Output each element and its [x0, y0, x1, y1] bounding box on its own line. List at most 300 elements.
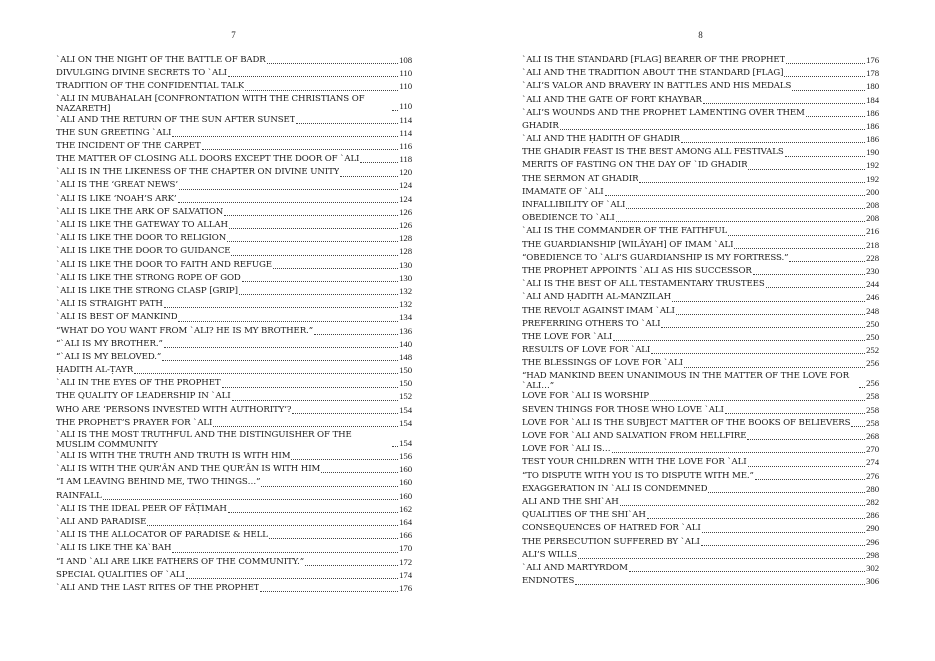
toc-entry-title: “I AND `ALI ARE LIKE FATHERS OF THE COMMUNITY.” — [56, 556, 305, 567]
toc-entry-page: 120 — [399, 167, 412, 178]
dot-leader — [748, 466, 866, 467]
toc-entry-title: `ALI IN MUBÂHALAH [CONFRONTATION WITH THE CHRISTIANS OF NAZARETH] — [56, 93, 365, 114]
toc-entry-page: 132 — [399, 285, 412, 296]
toc-entry — [56, 325, 412, 338]
toc-entry — [56, 338, 412, 351]
toc-entry — [56, 285, 412, 298]
toc-entry-title: `ALI’S VALOR AND BRAVERY IN BATTLES AND HIS MEDALS — [522, 81, 792, 92]
toc-entry-title: ALI AND THE SHI`AH — [522, 496, 619, 507]
toc-entry-page: 244 — [866, 279, 879, 290]
toc-entry — [56, 219, 412, 232]
toc-entry-page: 250 — [866, 331, 879, 342]
toc-entry-title: RESULTS OF LOVE FOR `ALI — [522, 345, 651, 356]
dot-leader — [340, 176, 398, 177]
toc-entry-title: TEST YOUR CHILDREN WITH THE LOVE FOR `ALI — [522, 457, 747, 468]
toc-entry-title: WHO ARE ‘PERSONS INVESTED WITH AUTHORITY’? — [56, 404, 292, 415]
toc-entry — [522, 305, 879, 318]
toc-entry — [56, 364, 412, 377]
toc-entry-title: `ALI IS LIKE THE STRONG ROPE OF GOD — [56, 272, 241, 283]
dot-leader — [728, 235, 865, 236]
toc-entry — [56, 516, 412, 529]
toc-entry-title: GHADIR — [522, 120, 559, 131]
dot-leader — [672, 301, 865, 302]
toc-entry-title: `ALI IS WITH THE TRUTH AND TRUTH IS WITH HIM — [56, 451, 291, 462]
toc-entry-title: ALI’S WILLS — [522, 549, 578, 560]
toc-entry — [56, 193, 412, 206]
toc-entry-title: `ALI’S WOUNDS AND THE PROPHET LAMENTING OVER THEM — [522, 107, 805, 118]
dot-leader — [851, 426, 865, 427]
toc-entry — [56, 153, 412, 166]
toc-entry — [56, 166, 412, 179]
dot-leader — [305, 565, 398, 566]
toc-entry-title: THE PERSECUTION SUFFERED BY `ALI — [522, 536, 700, 547]
toc-entry-page: 126 — [399, 220, 412, 231]
toc-entry-title: EXAGGERATION IN `ALI IS CONDEMNED — [522, 483, 708, 494]
toc-entry-title: “WHAT DO YOU WANT FROM `ALI? HE IS MY BROTHER.” — [56, 325, 314, 336]
toc-entry-page: 172 — [399, 556, 412, 567]
toc-entry — [56, 450, 412, 463]
dot-leader — [292, 413, 398, 414]
toc-entry — [56, 391, 412, 404]
dot-leader — [789, 261, 865, 262]
toc-entry-title: THE LOVE FOR `ALI — [522, 331, 613, 342]
dot-leader — [647, 518, 865, 519]
toc-entry-page: 166 — [399, 530, 412, 541]
toc-entry-title: “OBEDIENCE TO `ALI’S GUARDIANSHIP IS MY FORTRESS.” — [522, 252, 789, 263]
toc-entry-title: “TO DISPUTE WITH YOU IS TO DISPUTE WITH ME.” — [522, 470, 754, 481]
toc-entry-page: 128 — [399, 246, 412, 257]
toc-entry-page: 178 — [866, 68, 879, 79]
toc-entry-title: LOVE FOR `ALI IS WORSHIP — [522, 391, 649, 402]
toc-entry-page: 136 — [399, 325, 412, 336]
dot-leader — [613, 340, 865, 341]
dot-leader — [684, 367, 865, 368]
toc-entry-title: INFALLIBILITY OF `ALI — [522, 200, 626, 211]
page-number: 7 — [231, 30, 236, 40]
toc-entry — [56, 476, 412, 489]
toc-entry-title: THE GUARDIANSHIP [WILÂYAH] OF IMAM `ALI — [522, 239, 734, 250]
dot-leader — [708, 492, 865, 493]
dot-leader — [269, 538, 398, 539]
toc-entry-title: `ALI IS LIKE THE DOOR TO FAITH AND REFUGE — [56, 259, 272, 270]
toc-entry — [56, 114, 412, 127]
dot-leader — [626, 208, 865, 209]
dot-leader — [701, 545, 865, 546]
dot-leader — [245, 90, 398, 91]
dot-leader — [296, 123, 398, 124]
dot-leader — [785, 156, 865, 157]
toc-entry — [56, 67, 412, 80]
toc-entry-page: 208 — [866, 213, 879, 224]
dot-leader — [806, 116, 865, 117]
dot-leader — [239, 294, 398, 295]
toc-entry-page: 186 — [866, 107, 879, 118]
toc-entry — [522, 318, 879, 331]
toc-entry — [522, 357, 879, 370]
toc-entry-page: 256 — [866, 378, 879, 389]
toc-entry-page: 258 — [866, 417, 879, 428]
toc-entry-title: `ALI IS THE IDEAL PEER OF FÂṬIMAH — [56, 503, 227, 514]
toc-entry-page: 258 — [866, 404, 879, 415]
dot-leader — [261, 486, 398, 487]
toc-entry — [522, 120, 879, 133]
toc-entry-page: 124 — [399, 193, 412, 204]
dot-leader — [202, 149, 399, 150]
toc-entry-page: 114 — [399, 114, 412, 125]
toc-entry-title: `ALI AND ḤADITH AL-MANZILAH — [522, 292, 672, 303]
toc-entry — [522, 94, 879, 107]
page-number: 8 — [698, 30, 703, 40]
toc-entry-page: 130 — [399, 259, 412, 270]
toc-entry-page: 130 — [399, 272, 412, 283]
toc-entry-page: 280 — [866, 483, 879, 494]
toc-entry-title: DIVULGING DIVINE SECRETS TO `ALI — [56, 68, 227, 79]
toc-entry-title: THE PROPHET APPOINTS `ALI AS HIS SUCCESSOR — [522, 265, 752, 276]
toc-entry — [56, 272, 412, 285]
dot-leader — [748, 169, 865, 170]
toc-entry — [522, 107, 879, 120]
toc-entry-title: THE INCIDENT OF THE CARPET — [56, 140, 201, 151]
dot-leader — [273, 268, 398, 269]
toc-entry-page: 186 — [866, 134, 879, 145]
toc-entry — [522, 160, 879, 173]
toc-entry-page: 286 — [866, 510, 879, 521]
toc-entry — [56, 569, 412, 582]
toc-entry-title: `ALI IN THE EYES OF THE PROPHET — [56, 378, 221, 389]
toc-entry-title: `ALI IS LIKE THE DOOR TO RELIGION — [56, 233, 227, 244]
toc-entry — [56, 582, 412, 595]
toc-entry — [56, 94, 412, 114]
toc-entry — [522, 417, 879, 430]
toc-entry — [522, 80, 879, 93]
toc-entry — [56, 490, 412, 503]
toc-entry-page: 246 — [866, 292, 879, 303]
toc-entry — [522, 509, 879, 522]
toc-entry — [522, 575, 879, 588]
toc-entry-page: 216 — [866, 226, 879, 237]
dot-leader — [650, 400, 865, 401]
toc-entry-title: TRADITION OF THE CONFIDENTIAL TALK — [56, 81, 245, 92]
toc-entry-title: RAINFALL — [56, 490, 102, 501]
toc-entry-title: `ALI IS THE ‘GREAT NEWS’ — [56, 180, 178, 191]
toc-entry-page: 230 — [866, 265, 879, 276]
toc-entry — [522, 278, 879, 291]
toc-entry — [56, 259, 412, 272]
toc-entry-page: 200 — [866, 186, 879, 197]
dot-leader — [179, 189, 398, 190]
toc-entry-page: 114 — [399, 127, 412, 138]
dot-leader — [392, 110, 398, 111]
toc-entry-title: `ALI IS LIKE THE KA`BAH — [56, 543, 172, 554]
left-page — [0, 0, 467, 661]
dot-leader — [260, 591, 398, 592]
dot-leader — [213, 426, 398, 427]
toc-entry-title: `ALI IS LIKE THE GATEWAY TO ALLAH — [56, 220, 228, 231]
dot-leader — [231, 255, 398, 256]
toc-entry-page: 256 — [866, 358, 879, 369]
dot-leader — [186, 578, 398, 579]
dot-leader — [164, 347, 398, 348]
toc-entry — [56, 351, 412, 364]
toc-entry-page: 186 — [866, 120, 879, 131]
toc-entry-page: 110 — [399, 81, 412, 92]
toc-entry-title: `ALI IS LIKE ‘NOAH’S ARK’ — [56, 193, 177, 204]
toc-entry-page: 298 — [866, 549, 879, 560]
dot-leader — [229, 228, 398, 229]
dot-leader — [620, 505, 866, 506]
dot-leader — [147, 525, 398, 526]
toc-entry-page: 154 — [399, 404, 412, 415]
dot-leader — [228, 76, 398, 77]
toc-entry — [522, 133, 879, 146]
toc-entry — [522, 483, 879, 496]
toc-entry-page: 176 — [866, 54, 879, 65]
toc-entry-title: LOVE FOR `ALI IS… — [522, 444, 611, 455]
toc-entry-title: OBEDIENCE TO `ALI — [522, 213, 615, 224]
toc-entry-title: SEVEN THINGS FOR THOSE WHO LOVE `ALI — [522, 404, 724, 415]
toc-entry-page: 184 — [866, 94, 879, 105]
toc-entry-title: `ALI AND THE ḤADITH OF GHADIR — [522, 134, 681, 145]
toc-entry-title: `ALI IS WITH THE QUR’ÂN AND THE QUR’ÂN IS WITH HIM — [56, 464, 321, 475]
dot-leader — [703, 103, 865, 104]
dot-leader — [172, 136, 398, 137]
toc-entry — [522, 562, 879, 575]
toc-entry-page: 110 — [399, 68, 412, 79]
toc-entry-page: 170 — [399, 543, 412, 554]
dot-leader — [676, 314, 865, 315]
toc-entry-page: 208 — [866, 200, 879, 211]
toc-entry — [522, 225, 879, 238]
toc-entry — [56, 206, 412, 219]
toc-entry-title: `ALI IS THE ALLOCATOR OF PARADISE & HELL — [56, 530, 268, 541]
dot-leader — [753, 274, 865, 275]
toc-entry-title: LOVE FOR `ALI AND SALVATION FROM HELLFIRE — [522, 431, 747, 442]
toc-entry-title: `ALI AND THE GATE OF FORT KHAYBAR — [522, 94, 702, 105]
toc-entry-title: PREFERRING OTHERS TO `ALI — [522, 318, 661, 329]
toc-entry-page: 290 — [866, 523, 879, 534]
dot-leader — [605, 195, 866, 196]
toc-entry-page: 156 — [399, 451, 412, 462]
toc-entry — [522, 186, 879, 199]
dot-leader — [578, 558, 865, 559]
toc-entry-title: IMAMATE OF `ALI — [522, 186, 604, 197]
toc-entry-title: `ALI IS THE MOST TRUTHFUL AND THE DISTINGUISHER OF THE MUSLIM COMMUNITY — [56, 430, 352, 451]
toc-entry — [56, 245, 412, 258]
dot-leader — [267, 63, 398, 64]
toc-entry-title: THE MATTER OF CLOSING ALL DOORS EXCEPT THE DOOR OF `ALI — [56, 154, 360, 165]
dot-leader — [392, 446, 398, 447]
toc-entry — [522, 252, 879, 265]
toc-entry — [522, 67, 879, 80]
dot-leader — [560, 129, 865, 130]
table-of-contents — [56, 54, 412, 595]
dot-leader — [291, 459, 398, 460]
toc-entry-page: 108 — [399, 54, 412, 65]
dot-leader — [321, 472, 398, 473]
toc-entry-page: 134 — [399, 312, 412, 323]
dot-leader — [227, 241, 398, 242]
toc-entry-page: 154 — [399, 417, 412, 428]
toc-entry-page: 118 — [399, 154, 412, 165]
toc-entry-page: 132 — [399, 299, 412, 310]
toc-entry — [522, 536, 879, 549]
toc-entry — [56, 311, 412, 324]
toc-entry-page: 276 — [866, 470, 879, 481]
toc-entry — [522, 371, 879, 391]
toc-entry-page: 160 — [399, 477, 412, 488]
toc-entry-title: `ALI IS BEST OF MANKIND — [56, 312, 178, 323]
toc-entry-title: SPECIAL QUALITIES OF `ALI — [56, 569, 185, 580]
toc-entry-title: “HAD MANKIND BEEN UNANIMOUS IN THE MATTER OF THE LOVE FOR `ALI…” — [522, 370, 849, 391]
toc-entry-title: LOVE FOR `ALI IS THE SUBJECT MATTER OF THE BOOKS OF BELIEVERS — [522, 417, 851, 428]
toc-entry — [522, 265, 879, 278]
toc-entry-page: 228 — [866, 252, 879, 263]
toc-entry-page: 302 — [866, 562, 879, 573]
toc-entry — [56, 232, 412, 245]
toc-entry-title: `ALI AND THE RETURN OF THE SUN AFTER SUNSET — [56, 114, 296, 125]
toc-entry — [56, 127, 412, 140]
toc-entry-page: 306 — [866, 576, 879, 587]
toc-entry-page: 268 — [866, 431, 879, 442]
toc-entry-page: 180 — [866, 81, 879, 92]
toc-entry-title: `ALI AND THE TRADITION ABOUT THE STANDARD [FLAG] — [522, 68, 784, 79]
toc-entry-page: 258 — [866, 391, 879, 402]
toc-entry — [56, 556, 412, 569]
dot-leader — [792, 90, 865, 91]
dot-leader — [755, 479, 865, 480]
toc-entry-page: 160 — [399, 490, 412, 501]
toc-entry-title: `ALI IS THE STANDARD [FLAG] BEARER OF THE PROPHET — [522, 54, 786, 65]
toc-entry-page: 174 — [399, 569, 412, 580]
toc-entry — [522, 549, 879, 562]
toc-entry — [56, 298, 412, 311]
dot-leader — [178, 202, 399, 203]
dot-leader — [232, 400, 399, 401]
toc-entry-title: `ALI IS THE BEST OF ALL TESTAMENTARY TRUSTEES — [522, 279, 765, 290]
toc-entry-title: `ALI IS STRAIGHT PATH — [56, 299, 163, 310]
toc-entry — [522, 212, 879, 225]
toc-entry-title: ENDNOTES — [522, 576, 575, 587]
dot-leader — [784, 76, 865, 77]
dot-leader — [616, 221, 865, 222]
toc-entry — [522, 456, 879, 469]
toc-entry — [522, 391, 879, 404]
toc-entry-title: THE PROPHET’S PRAYER FOR `ALI — [56, 417, 213, 428]
toc-entry — [56, 430, 412, 450]
toc-entry-title: `ALI ON THE NIGHT OF THE BATTLE OF BADR — [56, 54, 266, 65]
toc-entry-page: 116 — [399, 140, 412, 151]
toc-entry — [522, 344, 879, 357]
toc-entry-page: 190 — [866, 147, 879, 158]
toc-entry — [522, 54, 879, 67]
toc-entry — [522, 430, 879, 443]
toc-entry-page: 248 — [866, 305, 879, 316]
dot-leader — [629, 571, 865, 572]
toc-entry-page: 140 — [399, 338, 412, 349]
dot-leader — [766, 287, 865, 288]
toc-entry-title: THE QUALITY OF LEADERSHIP IN `ALI — [56, 391, 231, 402]
toc-entry-page: 162 — [399, 503, 412, 514]
toc-entry — [522, 443, 879, 456]
toc-entry-page: 270 — [866, 444, 879, 455]
toc-entry — [56, 529, 412, 542]
toc-entry-title: `ALI AND MARTYRDOM — [522, 562, 628, 573]
toc-entry-page: 148 — [399, 351, 412, 362]
dot-leader — [661, 327, 865, 328]
dot-leader — [725, 413, 865, 414]
dot-leader — [575, 584, 865, 585]
dot-leader — [162, 360, 398, 361]
toc-entry-page: 126 — [399, 206, 412, 217]
toc-entry-title: `ALI IS THE COMMANDER OF THE FAITHFUL — [522, 226, 728, 237]
dot-leader — [314, 334, 398, 335]
toc-entry-title: “I AM LEAVING BEHIND ME, TWO THINGS…” — [56, 477, 261, 488]
dot-leader — [612, 452, 866, 453]
toc-entry — [522, 496, 879, 509]
toc-entry — [56, 377, 412, 390]
toc-entry-page: 282 — [866, 496, 879, 507]
toc-entry-title: THE GHADIR FEAST IS THE BEST AMONG ALL FESTIVALS — [522, 147, 784, 158]
toc-entry — [56, 140, 412, 153]
toc-entry-title: THE SERMON AT GHADIR — [522, 173, 639, 184]
toc-entry-page: 154 — [399, 437, 412, 448]
toc-entry-title: THE SUN GREETING `ALI — [56, 127, 172, 138]
toc-entry — [522, 173, 879, 186]
toc-entry-page: 250 — [866, 318, 879, 329]
toc-entry — [522, 291, 879, 304]
toc-entry-title: MERITS OF FASTING ON THE DAY OF `ID GHADIR — [522, 160, 748, 171]
dot-leader — [224, 215, 398, 216]
dot-leader — [222, 387, 399, 388]
toc-entry-page: 160 — [399, 464, 412, 475]
dot-leader — [651, 353, 865, 354]
dot-leader — [103, 499, 398, 500]
table-of-contents — [522, 54, 879, 588]
toc-entry-page: 152 — [399, 391, 412, 402]
toc-entry — [522, 239, 879, 252]
toc-entry-page: 128 — [399, 233, 412, 244]
toc-entry-title: `ALI IS IN THE LIKENESS OF THE CHAPTER ON DIVINE UNITY — [56, 167, 340, 178]
toc-entry-page: 274 — [866, 457, 879, 468]
toc-entry-page: 218 — [866, 239, 879, 250]
toc-entry — [56, 80, 412, 93]
toc-entry-title: `ALI IS LIKE THE ARK OF SALVATION — [56, 206, 224, 217]
toc-entry — [56, 417, 412, 430]
toc-entry-title: `ALI IS LIKE THE STRONG CLASP [GRIP] — [56, 285, 238, 296]
toc-entry-title: `ALI AND THE LAST RITES OF THE PROPHET — [56, 582, 260, 593]
dot-leader — [228, 512, 398, 513]
toc-entry-page: 124 — [399, 180, 412, 191]
toc-entry-title: “`ALI IS MY BELOVED.” — [56, 351, 162, 362]
dot-leader — [859, 387, 865, 388]
toc-entry — [522, 470, 879, 483]
toc-entry-page: 296 — [866, 536, 879, 547]
toc-entry-page: 110 — [399, 101, 412, 112]
dot-leader — [242, 281, 398, 282]
toc-entry-page: 164 — [399, 516, 412, 527]
toc-entry-page: 252 — [866, 345, 879, 356]
toc-entry-page: 150 — [399, 378, 412, 389]
toc-entry — [56, 463, 412, 476]
toc-entry — [56, 542, 412, 555]
right-page — [467, 0, 934, 661]
toc-entry — [522, 522, 879, 535]
toc-entry-title: THE BLESSINGS OF LOVE FOR `ALI — [522, 358, 683, 369]
dot-leader — [747, 439, 865, 440]
toc-entry — [522, 404, 879, 417]
toc-entry-page: 150 — [399, 365, 412, 376]
toc-entry-title: THE REVOLT AGAINST IMAM `ALI — [522, 305, 675, 316]
